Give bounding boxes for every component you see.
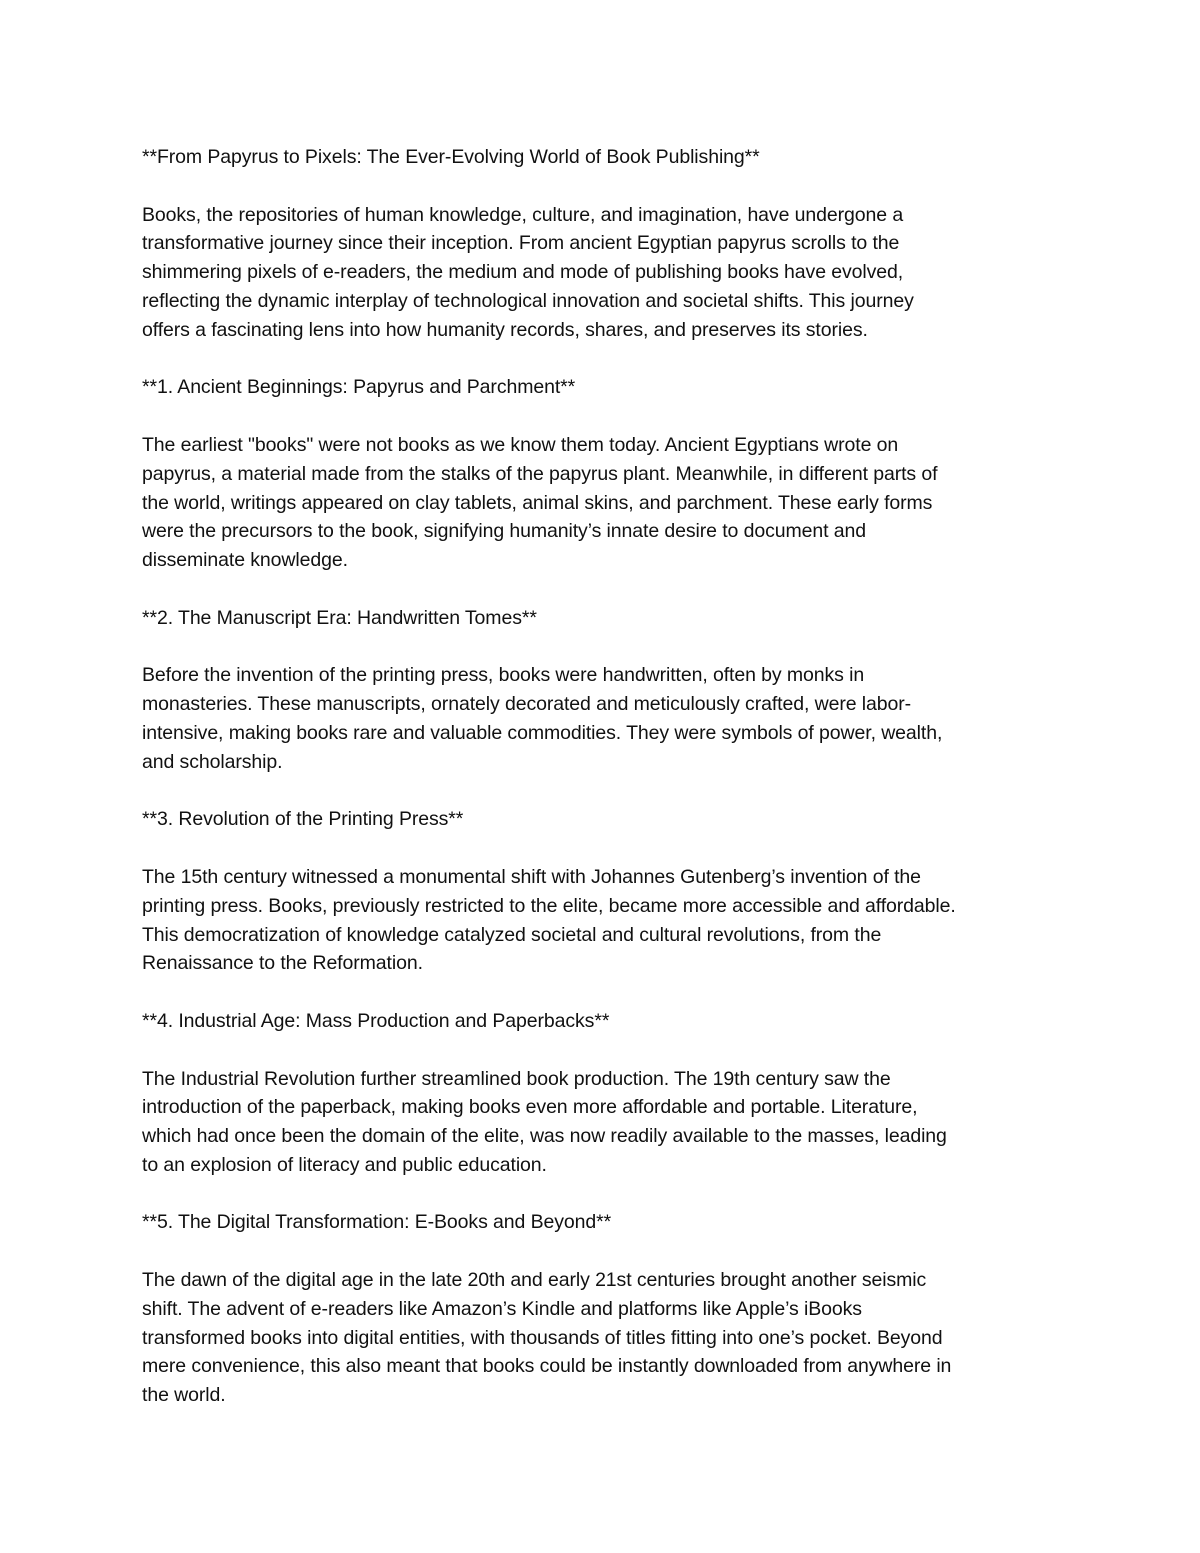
paragraph-line: papyrus, a material made from the stalks of the papyrus plant. Meanwhile, in different parts of xyxy=(142,462,938,485)
intro-line: transformative journey since their inception. From ancient Egyptian papyrus scrolls to the xyxy=(142,232,900,255)
paragraph-line: monasteries. These manuscripts, ornately decorated and meticulously crafted, were labor- xyxy=(142,693,912,716)
intro-line: Books, the repositories of human knowledge, culture, and imagination, have undergone a xyxy=(142,203,904,226)
paragraph-line: The earliest "books" were not books as we know them today. Ancient Egyptians wrote on xyxy=(142,433,899,456)
paragraph-line: and scholarship. xyxy=(142,750,283,773)
section-paragraph-ancient-beginnings xyxy=(142,431,1060,575)
paragraph-line: shift. The advent of e-readers like Amazon’s Kindle and platforms like Apple’s iBooks xyxy=(142,1297,862,1320)
intro-line: shimmering pixels of e-readers, the medium and mode of publishing books have evolved, xyxy=(142,261,904,284)
section-heading-industrial-age: **4. Industrial Age: Mass Production and Paperbacks** xyxy=(142,1009,610,1032)
section-paragraph-manuscript-era xyxy=(142,661,1060,776)
paragraph-line: printing press. Books, previously restricted to the elite, became more accessible and affordable. xyxy=(142,894,956,917)
document-title: **From Papyrus to Pixels: The Ever-Evolving World of Book Publishing** xyxy=(142,146,760,168)
section-heading-digital-transformation: **5. The Digital Transformation: E-Books and Beyond** xyxy=(142,1211,612,1234)
paragraph-line: disseminate knowledge. xyxy=(142,549,348,572)
paragraph-line: to an explosion of literacy and public education. xyxy=(142,1153,547,1176)
paragraph-line: the world. xyxy=(142,1384,226,1407)
section-paragraph-digital-transformation xyxy=(142,1266,1060,1410)
paragraph-line: Renaissance to the Reformation. xyxy=(142,952,423,975)
paragraph-line: The 15th century witnessed a monumental shift with Johannes Gutenberg’s invention of the xyxy=(142,865,921,888)
intro-line: reflecting the dynamic interplay of technological innovation and societal shifts. This journey xyxy=(142,289,914,312)
paragraph-line: intensive, making books rare and valuable commodities. They were symbols of power, wealth, xyxy=(142,721,943,744)
paragraph-line: The dawn of the digital age in the late 20th and early 21st centuries brought another seismic xyxy=(142,1269,927,1292)
section-paragraph-printing-press xyxy=(142,863,1060,978)
paragraph-line: transformed books into digital entities, with thousands of titles fitting into one’s pocket. Beyond xyxy=(142,1326,943,1349)
section-heading-ancient-beginnings: **1. Ancient Beginnings: Papyrus and Parchment** xyxy=(142,376,576,399)
paragraph-line: were the precursors to the book, signifying humanity’s innate desire to document and xyxy=(142,520,866,543)
section-paragraph-industrial-age xyxy=(142,1065,1060,1180)
paragraph-line: the world, writings appeared on clay tablets, animal skins, and parchment. These early forms xyxy=(142,491,933,514)
paragraph-line: introduction of the paperback, making books even more affordable and portable. Literature, xyxy=(142,1096,918,1119)
section-heading-manuscript-era: **2. The Manuscript Era: Handwritten Tomes** xyxy=(142,606,537,629)
paragraph-line: Before the invention of the printing press, books were handwritten, often by monks in xyxy=(142,664,865,687)
paragraph-line: This democratization of knowledge catalyzed societal and cultural revolutions, from the xyxy=(142,923,882,946)
intro-line: offers a fascinating lens into how humanity records, shares, and preserves its stories. xyxy=(142,318,868,341)
paragraph-line: which had once been the domain of the elite, was now readily available to the masses, leading xyxy=(142,1125,947,1148)
intro-paragraph xyxy=(142,201,1060,345)
paragraph-line: The Industrial Revolution further streamlined book production. The 19th century saw the xyxy=(142,1067,891,1090)
paragraph-line: mere convenience, this also meant that books could be instantly downloaded from anywhere in xyxy=(142,1355,952,1378)
section-heading-printing-press: **3. Revolution of the Printing Press** xyxy=(142,808,464,831)
